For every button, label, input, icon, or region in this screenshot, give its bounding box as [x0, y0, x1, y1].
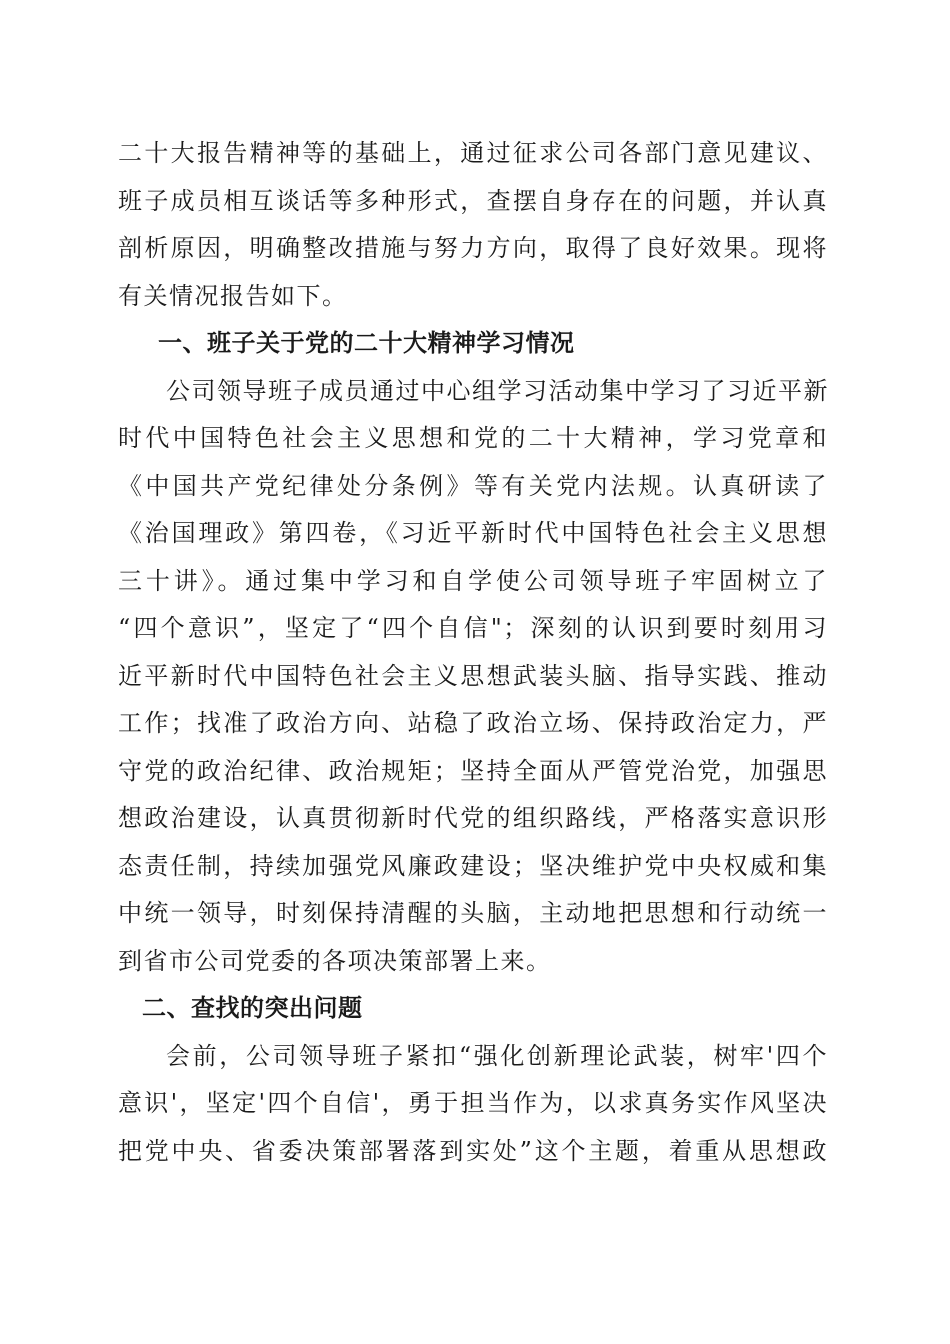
section-heading-2: 二、查找的突出问题 — [142, 994, 363, 1022]
paragraph-line: 时代中国特色社会主义思想和党的二十大精神，学习党章和 — [118, 424, 828, 452]
section-heading-1: 一、班子关于党的二十大精神学习情况 — [158, 329, 575, 357]
section-1-paragraph — [118, 368, 828, 986]
paragraph-line: 班子成员相互谈话等多种形式，查摆自身存在的问题，并认真 — [118, 186, 828, 215]
paragraph-line: 剖析原因，明确整改措施与努力方向，取得了良好效果。现将 — [118, 234, 828, 262]
intro-paragraph — [118, 130, 828, 320]
paragraph-line: 态责任制，持续加强党风廉政建设；坚决维护党中央权威和集 — [118, 851, 828, 880]
paragraph-line: 守党的政治纪律、政治规矩；坚持全面从严管党治党，加强思 — [118, 756, 828, 785]
paragraph-line: 《治国理政》第四卷，《习近平新时代中国特色社会主义思想 — [118, 519, 828, 547]
paragraph-line: 二十大报告精神等的基础上，通过征求公司各部门意见建议、 — [118, 139, 828, 167]
section-2-paragraph — [118, 1033, 828, 1176]
paragraph-line: 公司领导班子成员通过中心组学习活动集中学习了习近平新 — [166, 376, 829, 405]
document-body — [118, 130, 828, 1175]
paragraph-line: 意识'，坚定'四个自信'，勇于担当作为，以求真务实作风坚决 — [118, 1089, 828, 1117]
paragraph-line: 三十讲》。通过集中学习和自学使公司领导班子牢固树立了 — [118, 566, 828, 595]
paragraph-line: 到省市公司党委的各项决策部署上来。 — [118, 946, 552, 975]
paragraph-line: 工作；找准了政治方向、站稳了政治立场、保持政治定力，严 — [118, 709, 828, 737]
paragraph-line: 中统一领导，时刻保持清醒的头脑，主动地把思想和行动统一 — [118, 899, 828, 927]
paragraph-line: 有关情况报告如下。 — [118, 281, 348, 310]
paragraph-line: 会前，公司领导班子紧扣“强化创新理论武装，树牢'四个 — [166, 1041, 828, 1070]
paragraph-line: 把党中央、省委决策部署落到实处”这个主题，着重从思想政 — [118, 1136, 828, 1165]
paragraph-line: 想政治建设，认真贯彻新时代党的组织路线，严格落实意识形 — [118, 804, 828, 832]
paragraph-line: “四个意识”，坚定了“四个自信"；深刻的认识到要时刻用习 — [118, 614, 828, 642]
paragraph-line: 近平新时代中国特色社会主义思想武装头脑、指导实践、推动 — [118, 661, 828, 690]
paragraph-line: 《中国共产党纪律处分条例》等有关党内法规。认真研读了 — [118, 471, 828, 500]
